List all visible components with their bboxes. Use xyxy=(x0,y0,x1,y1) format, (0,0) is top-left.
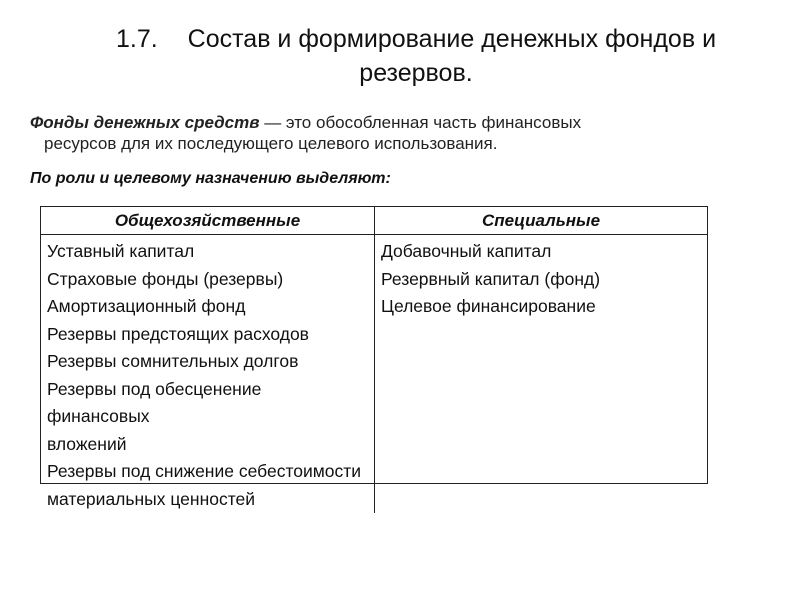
title-line-1 xyxy=(86,22,746,56)
list-item: материальных ценностей xyxy=(47,488,256,509)
list-item: Амортизационный фонд xyxy=(47,296,246,316)
funds-table xyxy=(40,206,708,509)
definition-text-2: ресурсов для их последующего целевого использования. xyxy=(44,134,498,153)
list-item: Резервы предстоящих расходов xyxy=(47,323,309,344)
header-general: Общехозяйственные xyxy=(41,207,375,234)
list-item: Уставный капитал xyxy=(47,241,195,261)
definition-term: Фонды денежных средств xyxy=(30,113,260,132)
list-item: Резервы под снижение себестоимости xyxy=(47,461,362,481)
special-funds-cell xyxy=(375,235,707,513)
section-number: 1.7. xyxy=(115,25,158,53)
title-text-line-2: резервов. xyxy=(359,59,473,87)
classification-intro: По роли и целевому назначению выделяют: xyxy=(30,170,391,187)
definition-paragraph xyxy=(30,112,730,154)
list-item: Резервы сомнительных долгов xyxy=(47,351,299,371)
list-item: Резервы под обесценение финансовых xyxy=(47,378,262,426)
table-header-row xyxy=(41,207,707,235)
definition-text-1: — это обособленная часть финансовых xyxy=(259,113,582,132)
general-funds-cell xyxy=(41,235,375,513)
list-item: вложений xyxy=(47,433,127,454)
table-body-row xyxy=(41,235,707,513)
page-title xyxy=(86,22,746,90)
header-special: Специальные xyxy=(481,211,601,230)
list-item: Целевое финансирование xyxy=(381,296,596,316)
title-text-line-1: Состав и формирование денежных фондов и xyxy=(187,25,717,53)
list-item: Страховые фонды (резервы) xyxy=(47,268,284,289)
list-item: Добавочный капитал xyxy=(381,241,552,261)
list-item: Резервный капитал (фонд) xyxy=(381,268,601,289)
